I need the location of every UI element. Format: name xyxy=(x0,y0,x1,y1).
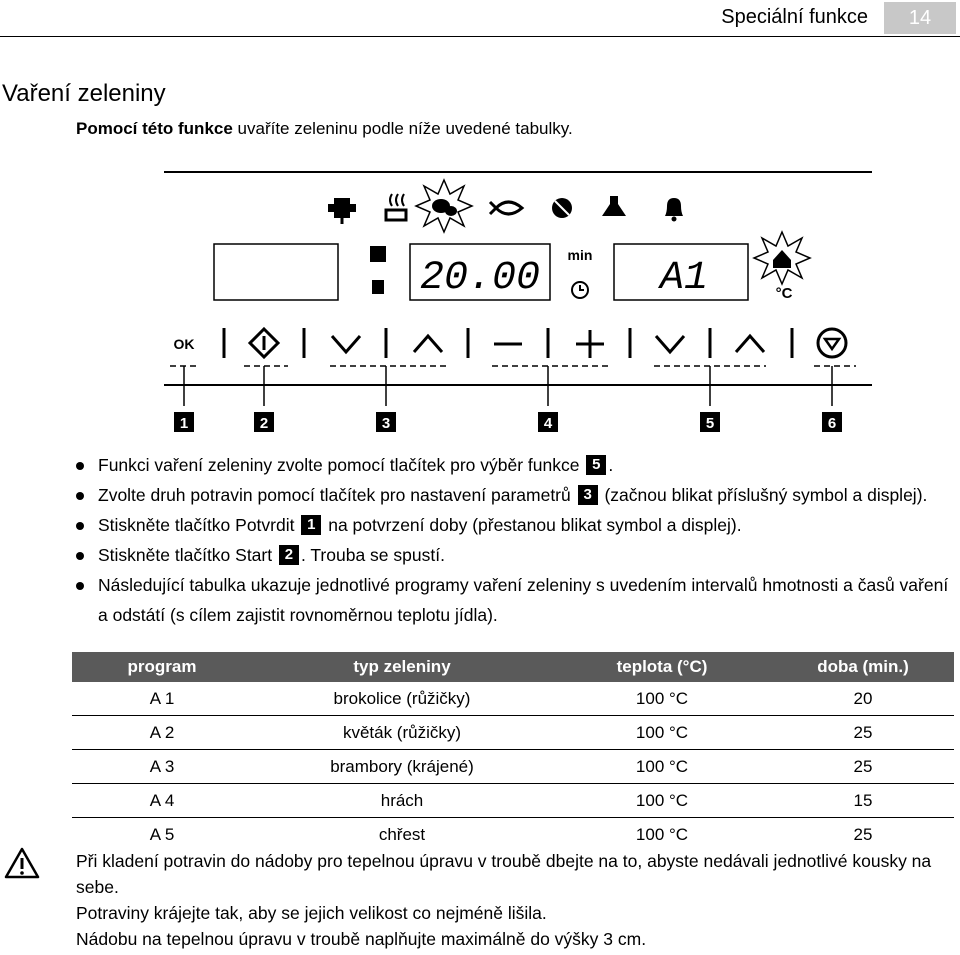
ok-button-label: OK xyxy=(173,336,195,352)
table-cell: A 4 xyxy=(72,784,252,818)
function-down-icon xyxy=(656,336,684,352)
bullet-icon xyxy=(76,522,84,530)
steam-icon xyxy=(386,194,406,220)
min-label: min xyxy=(567,247,593,263)
table-cell: 25 xyxy=(772,716,954,750)
bullet-icon xyxy=(76,462,84,470)
plus-icon xyxy=(576,330,604,358)
callout-3-label: 3 xyxy=(381,415,391,432)
list-item: Stiskněte tlačítko Potvrdit 1 na potvrzení doby (přestanou blikat symbol a displej). xyxy=(76,510,956,540)
bullet-icon xyxy=(76,582,84,590)
table-cell: 20 xyxy=(772,682,954,716)
up-arrow-icon xyxy=(414,336,442,352)
table-cell: A 2 xyxy=(72,716,252,750)
control-panel-illustration xyxy=(164,160,872,440)
bullet-icon xyxy=(76,492,84,500)
callout-6-label: 6 xyxy=(827,415,837,432)
intro-bold: Pomocí této funkce xyxy=(76,119,233,138)
stop-button-icon xyxy=(818,329,846,357)
step-badge: 2 xyxy=(279,545,299,565)
column-header: typ zeleniny xyxy=(252,652,552,682)
table-row xyxy=(72,818,954,852)
table-cell: květák (růžičky) xyxy=(252,716,552,750)
flask-icon xyxy=(602,196,626,216)
time-display-value: 20.00 xyxy=(419,256,541,301)
keypad-icon xyxy=(370,246,386,262)
table-header-row xyxy=(72,652,954,682)
vegetable-icon xyxy=(416,180,472,232)
table-cell: hrách xyxy=(252,784,552,818)
table-row xyxy=(72,784,954,818)
table-cell: 100 °C xyxy=(552,716,772,750)
table-cell: 15 xyxy=(772,784,954,818)
table-cell: A 5 xyxy=(149,824,175,844)
table-row xyxy=(72,750,954,784)
defrost-icon xyxy=(328,198,356,224)
callout-4-label: 4 xyxy=(543,415,553,432)
table-cell: brokolice (růžičky) xyxy=(252,682,552,716)
table-cell: A 1 xyxy=(72,682,252,716)
instruction-list xyxy=(76,450,956,630)
note-text: Nádobu na tepelnou úpravu v troubě naplňujte maximálně do výšky 3 cm. xyxy=(76,929,647,949)
list-item: Zvolte druh potravin pomocí tlačítek pro nastavení parametrů 3 (začnou blikat příslušný symbol a displej). xyxy=(76,480,956,510)
table-cell: 100 °C xyxy=(552,750,772,784)
note-text: Potraviny krájejte tak, aby se jejich velikost co nejméně lišila. xyxy=(76,903,547,923)
vegetable-program-table xyxy=(72,652,954,851)
flashing-program-icon xyxy=(754,232,810,284)
fish-icon xyxy=(490,202,522,214)
table-cell: 100 °C xyxy=(635,824,689,844)
list-item: Stiskněte tlačítko Start 2 . Trouba se spustí. xyxy=(76,540,956,570)
column-header: teplota (°C) xyxy=(552,652,772,682)
left-display xyxy=(214,244,338,300)
table-cell: chřest xyxy=(378,824,426,844)
celsius-label: °C xyxy=(775,285,793,302)
table-cell: 100 °C xyxy=(552,784,772,818)
section-title: Vaření zeleniny xyxy=(2,80,166,107)
column-header: doba (min.) xyxy=(772,652,954,682)
function-up-icon xyxy=(736,336,764,352)
table-cell: A 3 xyxy=(72,750,252,784)
page-header-title: Speciální funkce xyxy=(721,6,868,28)
table-row xyxy=(72,716,954,750)
table-cell: 100 °C xyxy=(552,682,772,716)
table-cell: 25 xyxy=(853,824,873,844)
list-item: Funkci vaření zeleniny zvolte pomocí tlačítek pro výběr funkce 5 . xyxy=(76,450,956,480)
table-cell: brambory (krájené) xyxy=(252,750,552,784)
program-display-value: A1 xyxy=(659,256,709,301)
meat-icon xyxy=(552,198,572,218)
step-badge: 5 xyxy=(586,455,606,475)
warning-icon xyxy=(4,846,40,880)
column-header: program xyxy=(72,652,252,682)
bullet-icon xyxy=(76,552,84,560)
intro-text xyxy=(76,119,573,139)
warning-notes xyxy=(76,848,956,952)
callout-1-label: 1 xyxy=(179,415,189,432)
table-cell: 25 xyxy=(772,750,954,784)
step-badge: 3 xyxy=(578,485,598,505)
clock-icon xyxy=(572,282,588,298)
intro-rest: uvaříte zeleninu podle níže uvedené tabulky. xyxy=(232,119,573,138)
note-text: Při kladení potravin do nádoby pro tepelnou úpravu v troubě dbejte na to, abyste nedávali jednotlivé kousky na sebe. xyxy=(76,851,932,897)
list-item: Následující tabulka ukazuje jednotlivé programy vaření zeleniny s uvedením intervalů hmotnosti a časů vaření a odstátí (s cílem zajistit rovnoměrnou teplotu jídla). xyxy=(76,570,956,630)
header-divider xyxy=(0,36,960,37)
page-number: 14 xyxy=(884,2,956,34)
down-arrow-icon xyxy=(332,336,360,352)
door-icon xyxy=(372,280,384,294)
table-row xyxy=(72,682,954,716)
callout-5-label: 5 xyxy=(705,415,715,432)
start-button-icon xyxy=(250,329,278,357)
step-badge: 1 xyxy=(301,515,321,535)
bell-icon xyxy=(665,198,683,222)
callout-2-label: 2 xyxy=(259,415,269,432)
